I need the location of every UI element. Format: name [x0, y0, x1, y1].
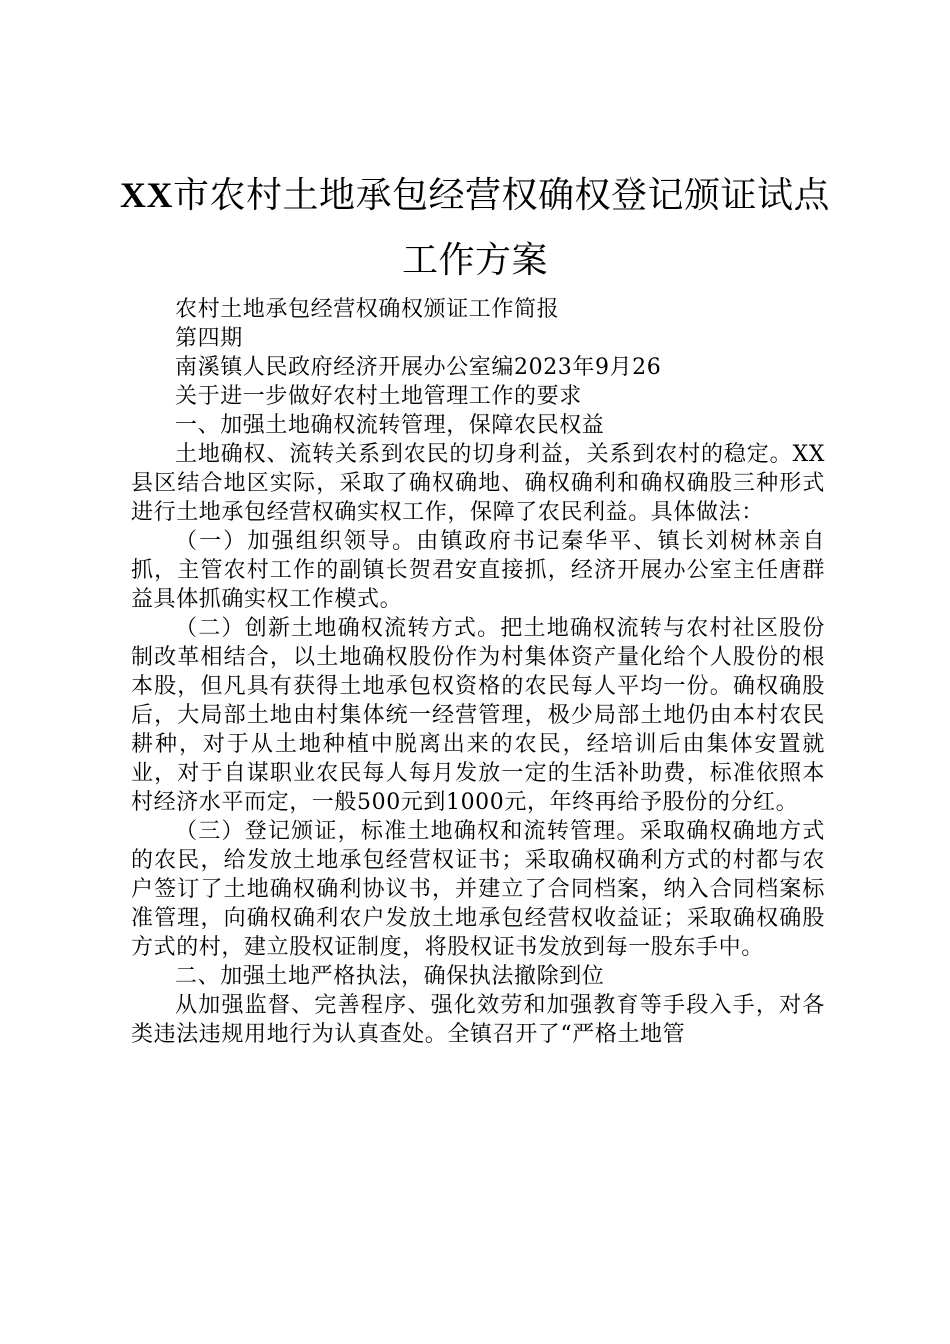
- section-heading-1: 一、加强土地确权流转管理，保障农民权益: [175, 413, 605, 438]
- title-line1-text: 市农村土地承包经营权确权登记颁证试点: [172, 175, 830, 215]
- paragraph-enforcement: 从加强监督、完善程序、强化效劳和加强教育等手段入手，对各类违法违规用地行为认真查处。全镇召开了“严格土地管: [131, 993, 825, 1047]
- document-body: [131, 295, 825, 1049]
- title-prefix: XX: [119, 175, 173, 215]
- issue-number: 第四期: [175, 326, 243, 351]
- paragraph-item-1: （一）加强组织领导。由镇政府书记秦华平、镇长刘树林亲自抓，主管农村工作的副镇长贺君安直接抓，经济开展办公室主任唐群益具体抓确实权工作模式。: [131, 529, 825, 612]
- article-subject: 关于进一步做好农村土地管理工作的要求: [175, 384, 582, 409]
- paragraph-item-2: （二）创新土地确权流转方式。把土地确权流转与农村社区股份制改革相结合，以土地确权股份作为村集体资产量化给个人股份的根本股，但凡具有获得土地承包权资格的农民每人平均一份。确权确股后，大局部土地由村集体统一经营管理，极少局部土地仍由本村农民耕种，对于从土地种植中脱离出来的农民，经培训后由集体安置就业，对于自谋职业农民每人每月发放一定的生活补助费，标准依照本村经济水平而定，一般500元到1000元，年终再给予股份的分红。: [131, 616, 825, 815]
- editor-and-date: 南溪镇人民政府经济开展办公室编2023年9月26: [175, 355, 662, 380]
- section-heading-2: 二、加强土地严格执法，确保执法撤除到位: [175, 964, 605, 989]
- bulletin-name: 农村土地承包经营权确权颁证工作简报: [175, 297, 560, 322]
- document-title-line1: [60, 160, 890, 230]
- paragraph-item-3: （三）登记颁证，标准土地确权和流转管理。采取确权确地方式的农民，给发放土地承包经营权证书；采取确权确利方式的村都与农户签订了土地确权确利协议书，并建立了合同档案，纳入合同档案标准管理，向确权确利农户发放土地承包经营权收益证；采取确权确股方式的村，建立股权证制度，将股权证书发放到每一股东手中。: [131, 819, 825, 960]
- document-title-line2: 工作方案: [401, 240, 548, 280]
- paragraph-intro: 土地确权、流转关系到农民的切身利益，关系到农村的稳定。XX县区结合地区实际，采取了确权确地、确权确利和确权确股三种形式进行土地承包经营权确实权工作，保障了农民利益。具体做法：: [131, 442, 825, 525]
